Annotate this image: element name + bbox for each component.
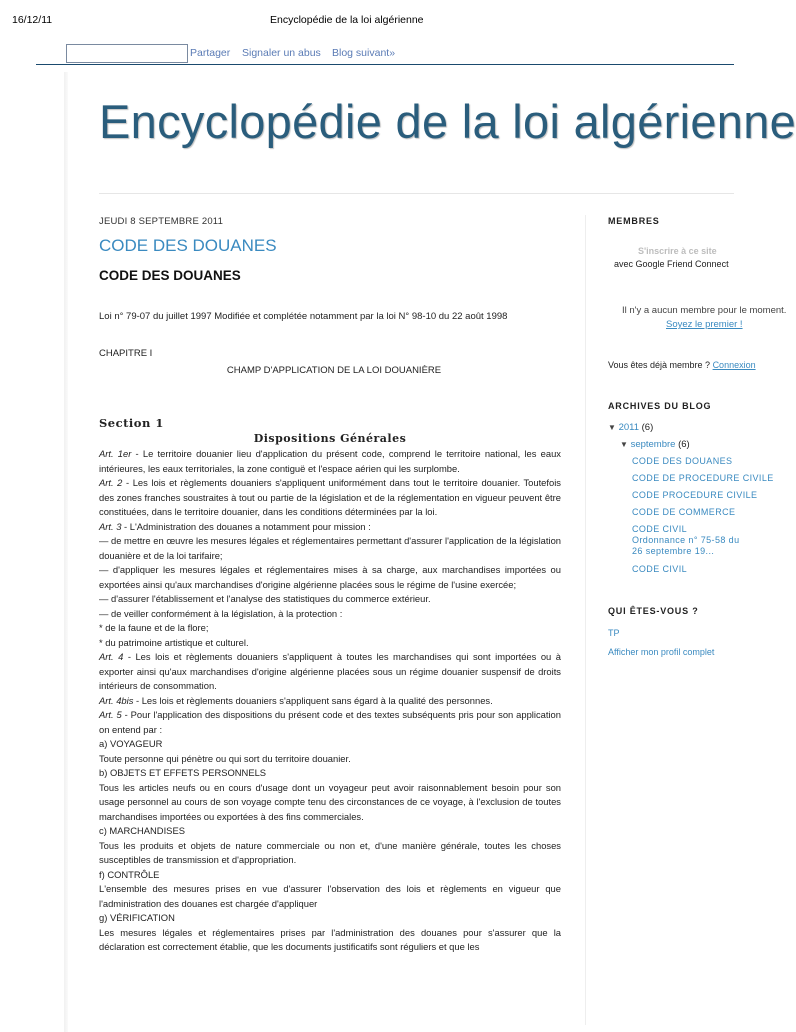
- article-text: - Pour l'application des dispositions du présent code et des textes subséquents pris pour son application on entend par :: [99, 709, 561, 735]
- connect-link[interactable]: Connexion: [712, 360, 756, 370]
- article-number: Art. 3: [99, 520, 122, 532]
- next-blog-link[interactable]: Blog suivant»: [332, 47, 396, 59]
- members-heading: MEMBRES: [608, 216, 660, 226]
- report-abuse-link[interactable]: Signaler un abus: [242, 47, 321, 59]
- article-text: b) OBJETS ET EFFETS PERSONNELS: [99, 767, 267, 778]
- archive-post-link[interactable]: CODE DE COMMERCE: [632, 507, 736, 517]
- article-paragraph: [99, 520, 561, 535]
- header-divider: [99, 193, 734, 194]
- members-widget: [608, 246, 734, 269]
- blog-title[interactable]: Encyclopédie de la loi algérienne: [99, 95, 796, 148]
- article-paragraph: [99, 882, 561, 911]
- article-text: - Les lois et règlements douaniers s'appliquent sans égard à la qualité des personnes.: [133, 694, 493, 706]
- article-text: * de la faune et de la flore;: [99, 622, 209, 633]
- article-paragraph: [99, 926, 561, 955]
- article-text: g) VÉRIFICATION: [99, 912, 175, 923]
- subscribe-button[interactable]: S'inscrire à ce site: [638, 246, 717, 256]
- article-paragraph: [99, 824, 561, 839]
- article-paragraph: [99, 447, 561, 476]
- article-text: - Les lois et règlements douaniers s'appliquent uniformément dans tout le territoire douanier. Toutefois des zones franches soustraites à tout ou partie de la législation et de la réglementation en vigueur peuvent être constituées, dans le territoire douanier, dans les conditions déterminées par la loi.: [99, 477, 561, 517]
- archive-post-link[interactable]: CODE PROCEDURE CIVILE: [632, 490, 758, 500]
- about-heading: QUI ÊTES-VOUS ?: [608, 606, 699, 616]
- post-date: JEUDI 8 SEPTEMBRE 2011: [99, 216, 224, 227]
- chapter-number: CHAPITRE I: [99, 348, 153, 359]
- post-body: [99, 447, 561, 955]
- article-text: f) CONTRÔLE: [99, 868, 160, 880]
- article-paragraph: [99, 839, 561, 868]
- article-text: - Les lois et règlements douaniers s'appliquent à toutes les marchandises qui sont importées ou à exporter ainsi qu'aux marchandises d'origine algérienne placées sous un régime douanier suspensif de droits intérieurs de consommation.: [99, 651, 561, 691]
- article-text: — d'assurer l'établissement et l'analyse des statistiques du commerce extérieur.: [99, 593, 431, 604]
- archive-post-link[interactable]: CODE DE PROCEDURE CIVILE: [632, 473, 774, 483]
- article-paragraph: [99, 563, 561, 592]
- already-member: [608, 360, 756, 370]
- be-first-link[interactable]: Soyez le premier !: [666, 319, 743, 330]
- collapse-triangle-icon[interactable]: ▼: [608, 423, 616, 432]
- article-paragraph: [99, 911, 561, 926]
- article-text: Toute personne qui pénètre ou qui sort du territoire douanier.: [99, 752, 351, 764]
- chapter-name: CHAMP D'APPLICATION DE LA LOI DOUANIÈRE: [226, 365, 442, 376]
- article-paragraph: [99, 636, 561, 651]
- article-paragraph: [99, 476, 561, 520]
- section-name: Dispositions Générales: [253, 432, 407, 445]
- article-paragraph: [99, 621, 561, 636]
- article-paragraph: [99, 868, 561, 883]
- section-title: Section 1: [99, 416, 164, 430]
- article-number: Art. 4bis: [99, 694, 134, 706]
- archive-post-link[interactable]: CODE CIVIL Ordonnance n° 75-58 du 26 septembre 19...: [632, 524, 740, 556]
- blogger-navbar: [64, 44, 734, 64]
- article-text: — de veiller conformément à la législation, à la protection :: [99, 607, 343, 619]
- navbar-search-input[interactable]: [66, 44, 188, 63]
- sidebar: [608, 216, 787, 662]
- article-text: - Le territoire douanier lieu d'application du présent code, comprend le territoire national, les eaux intérieures, les eaux territoriales, la zone contiguë et l'espace aérien qui les surplombe.: [99, 448, 561, 474]
- print-title: Encyclopédie de la loi algérienne: [270, 14, 424, 26]
- archive-month: [620, 436, 734, 453]
- article-text: c) MARCHANDISES: [99, 825, 185, 836]
- article-text: * du patrimoine artistique et culturel.: [99, 636, 249, 648]
- archive-list: [608, 419, 774, 578]
- archive-year-link[interactable]: 2011: [618, 422, 639, 433]
- article-text: Tous les articles neufs ou en cours d'usage dont un voyageur peut avoir raisonnablement besoin pour son usage personnel au cours de son voyage compte tenu des circonstances de ce voyage, à l'exclusion de toutes marchandises importées ou exportées à des fins commerciales.: [99, 781, 561, 822]
- archive-year: [608, 419, 734, 436]
- article-text: Tous les produits et objets de nature commerciale ou non et, d'une manière générale, toutes les choses susceptibles de transmission et d'appropriation.: [99, 839, 561, 865]
- article-number: Art. 5: [99, 709, 122, 720]
- main-column: [99, 216, 561, 955]
- print-date: 16/12/11: [12, 14, 53, 26]
- article-paragraph: [99, 708, 561, 737]
- column-divider: [585, 215, 586, 1025]
- article-paragraph: [99, 592, 561, 607]
- article-text: — de mettre en œuvre les mesures légales et réglementaires permettant d'assurer l'application de la législation douanière et de la loi tarifaire;: [99, 535, 561, 561]
- profile-full-link[interactable]: Afficher mon profil complet: [608, 647, 715, 657]
- article-paragraph: [99, 737, 561, 752]
- article-number: Art. 2: [99, 477, 123, 488]
- post-title-link[interactable]: CODE DES DOUANES: [99, 236, 277, 255]
- profile-widget: [608, 624, 734, 662]
- article-paragraph: [99, 650, 561, 694]
- share-link[interactable]: Partager: [190, 47, 231, 59]
- article-number: Art. 1er: [99, 448, 132, 459]
- friend-connect-label: avec Google Friend Connect: [614, 259, 729, 269]
- navbar-divider: [36, 64, 734, 65]
- article-text: Les mesures légales et réglementaires prises par l'administration des douanes pour s'assurer que la déclaration est correctement établie, que les documents justificatifs sont réguliers et que les: [99, 926, 561, 952]
- no-members-text: Il n'y a aucun membre pour le moment.: [622, 305, 787, 316]
- article-paragraph: [99, 766, 561, 781]
- article-paragraph: [99, 534, 561, 563]
- archive-month-count: (6): [678, 439, 690, 450]
- archive-month-link[interactable]: septembre: [630, 439, 676, 450]
- article-paragraph: [99, 752, 561, 767]
- article-text: a) VOYAGEUR: [99, 738, 163, 749]
- article-text: - L'Administration des douanes a notamment pour mission :: [121, 520, 371, 532]
- article-paragraph: [99, 781, 561, 825]
- article-text: — d'appliquer les mesures légales et réglementaires mises à sa charge, aux marchandises importées ou exportées ainsi qu'aux marchandises d'origine algérienne placées sous le régime de l'usine exercée;: [99, 564, 561, 590]
- archive-year-count: (6): [641, 422, 654, 433]
- article-paragraph: [99, 607, 561, 622]
- article-number: Art. 4: [99, 651, 124, 662]
- archive-post-link[interactable]: CODE DES DOUANES: [632, 456, 733, 466]
- archive-post-link[interactable]: CODE CIVIL: [632, 564, 688, 574]
- profile-name-link[interactable]: TP: [608, 628, 620, 638]
- collapse-triangle-icon[interactable]: ▼: [620, 440, 628, 449]
- article-paragraph: [99, 694, 561, 709]
- post-heading: CODE DES DOUANES: [99, 268, 241, 283]
- already-member-text: Vous êtes déjà membre ?: [608, 360, 713, 370]
- archives-heading: ARCHIVES DU BLOG: [608, 401, 712, 411]
- article-text: L'ensemble des mesures prises en vue d'assurer l'observation des lois et règlements en vigueur que l'administration des douanes est chargée d'appliquer: [99, 883, 561, 909]
- law-reference: Loi n° 79-07 du juillet 1997 Modifiée et complétée notamment par la loi N° 98-10 du 22 août 1998: [99, 311, 508, 322]
